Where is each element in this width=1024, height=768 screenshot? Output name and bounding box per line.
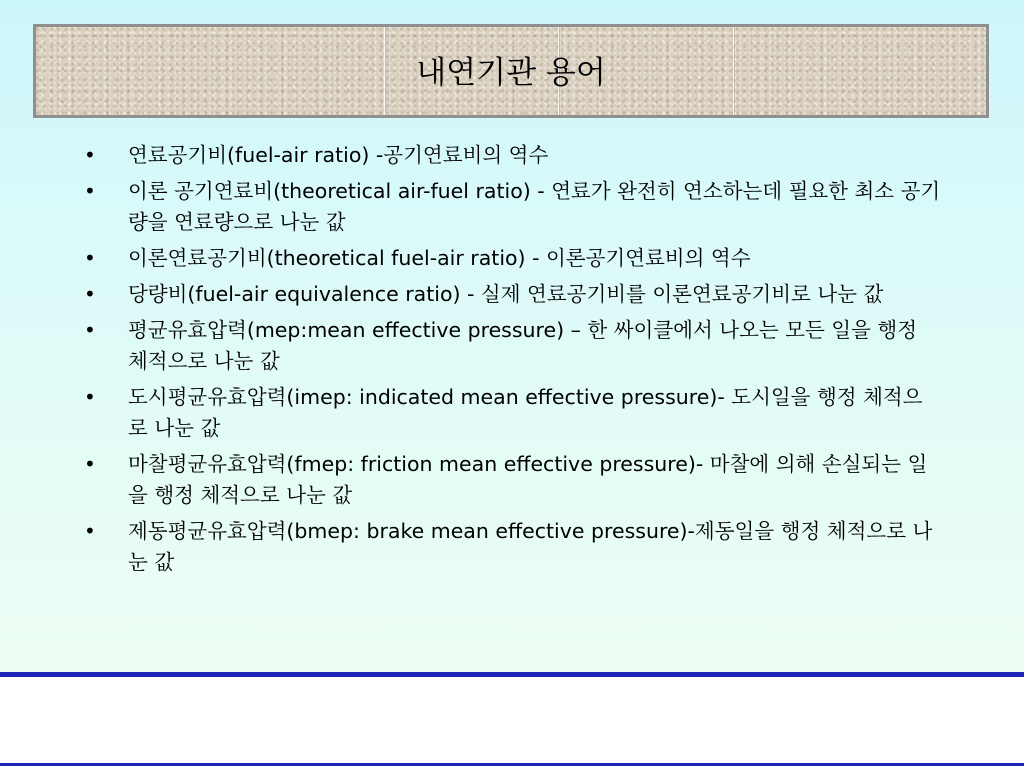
bullet: • (84, 519, 96, 543)
list-item-text: 마찰평균유효압력(fmep: friction mean effective pressure)- 마찰에 의해 손실되는 일을 행정 체적으로 나눈 값 (128, 452, 928, 507)
list-item (82, 449, 942, 511)
list-item-text: 이론 공기연료비(theoretical air-fuel ratio) - 연료가 완전히 연소하는데 필요한 최소 공기량을 연료량으로 나눈 값 (128, 179, 941, 234)
bullet: • (84, 179, 96, 203)
list-item-text: 제동평균유효압력(bmep: brake mean effective pressure)-제동일을 행정 체적으로 나눈 값 (128, 519, 933, 574)
list-item (82, 140, 942, 171)
page-title: 내연기관 용어 (416, 55, 606, 91)
list-item (82, 315, 942, 377)
title-bar (33, 24, 989, 118)
bullet: • (84, 282, 96, 306)
list-item (82, 279, 942, 310)
bullet: • (84, 452, 96, 476)
term-list (82, 140, 942, 583)
bullet: • (84, 385, 96, 409)
list-item (82, 176, 942, 238)
list-item (82, 382, 942, 444)
bottom-divider (0, 763, 1024, 766)
list-item-text: 당량비(fuel-air equivalence ratio) - 실제 연료공기비를 이론연료공기비로 나눈 값 (128, 282, 884, 306)
list-item (82, 243, 942, 274)
list-item-text: 평균유효압력(mep:mean effective pressure) – 한 싸이클에서 나오는 모든 일을 행정 체적으로 나눈 값 (128, 318, 918, 373)
list-item-text: 도시평균유효압력(imep: indicated mean effective pressure)- 도시일을 행정 체적으로 나눈 값 (128, 385, 923, 440)
list-item-text: 연료공기비(fuel-air ratio) -공기연료비의 역수 (128, 143, 549, 167)
list-item (82, 516, 942, 578)
bullet: • (84, 246, 96, 270)
list-item-text: 이론연료공기비(theoretical fuel-air ratio) - 이론공기연료비의 역수 (128, 246, 751, 270)
footer-divider (0, 672, 1024, 677)
bullet: • (84, 318, 96, 342)
bullet: • (84, 143, 96, 167)
